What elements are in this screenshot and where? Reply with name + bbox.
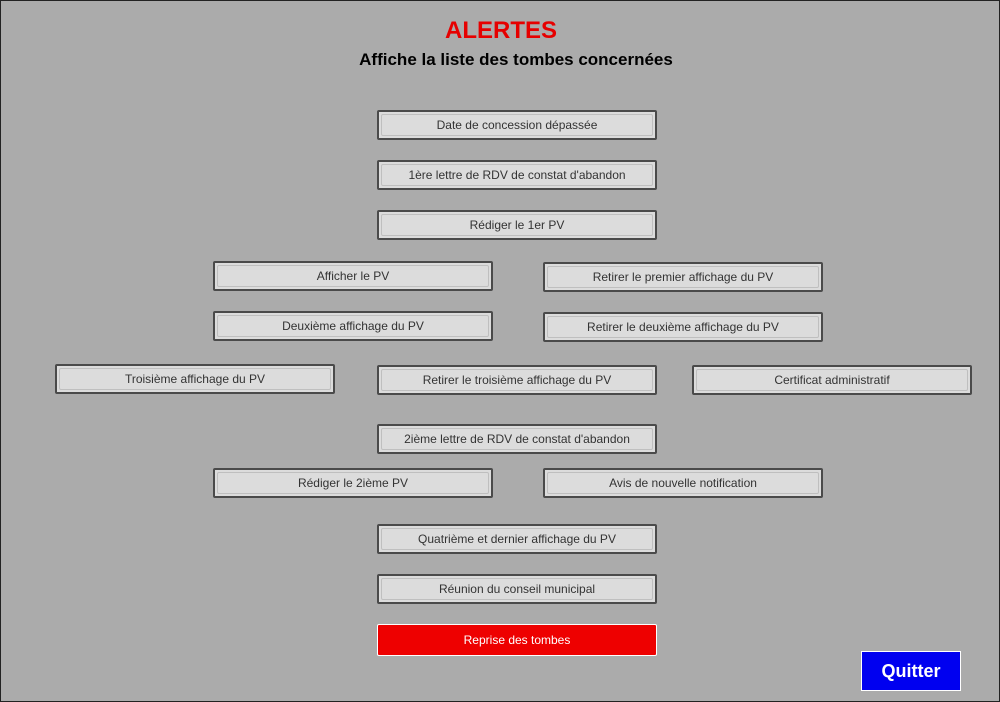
button-label: Réunion du conseil municipal (438, 582, 596, 596)
button-label: Retirer le troisième affichage du PV (422, 373, 612, 387)
repossess-graves-button[interactable] (377, 624, 657, 656)
button-label: Retirer le premier affichage du PV (592, 270, 774, 284)
button-label: Avis de nouvelle notification (609, 476, 757, 490)
page-title: ALERTES (444, 17, 557, 44)
quit-button[interactable]: Quitter (861, 651, 961, 691)
administrative-certificate-button[interactable] (692, 365, 972, 395)
first-abandonment-letter-button[interactable] (377, 160, 657, 190)
write-first-pv-button[interactable] (377, 210, 657, 240)
municipal-council-meeting-button[interactable] (377, 574, 657, 604)
second-display-button[interactable] (213, 311, 493, 341)
new-notification-notice-button[interactable] (543, 468, 823, 498)
button-label: 1ère lettre de RDV de constat d'abandon (408, 168, 626, 182)
third-display-button[interactable] (55, 364, 335, 394)
button-label: 2ième lettre de RDV de constat d'abandon (404, 432, 630, 446)
button-label: Date de concession dépassée (436, 118, 598, 132)
concession-expired-button[interactable] (377, 110, 657, 140)
fourth-last-display-button[interactable] (377, 524, 657, 554)
button-label: Rédiger le 2ième PV (297, 476, 409, 490)
button-label: Rédiger le 1er PV (469, 218, 565, 232)
button-label: Deuxième affichage du PV (282, 319, 424, 333)
button-label: Retirer le deuxième affichage du PV (587, 320, 779, 334)
button-label: Troisième affichage du PV (124, 372, 266, 386)
remove-second-display-button[interactable] (543, 312, 823, 342)
display-pv-button[interactable] (213, 261, 493, 291)
remove-third-display-button[interactable] (377, 365, 657, 395)
second-abandonment-letter-button[interactable] (377, 424, 657, 454)
button-label: Quatrième et dernier affichage du PV (418, 532, 616, 546)
remove-first-display-button[interactable] (543, 262, 823, 292)
button-label: Reprise des tombes (463, 633, 571, 647)
button-label: Afficher le PV (316, 269, 390, 283)
page-subtitle: Affiche la liste des tombes concernées (359, 50, 673, 69)
write-second-pv-button[interactable] (213, 468, 493, 498)
button-label: Certificat administratif (774, 373, 890, 387)
